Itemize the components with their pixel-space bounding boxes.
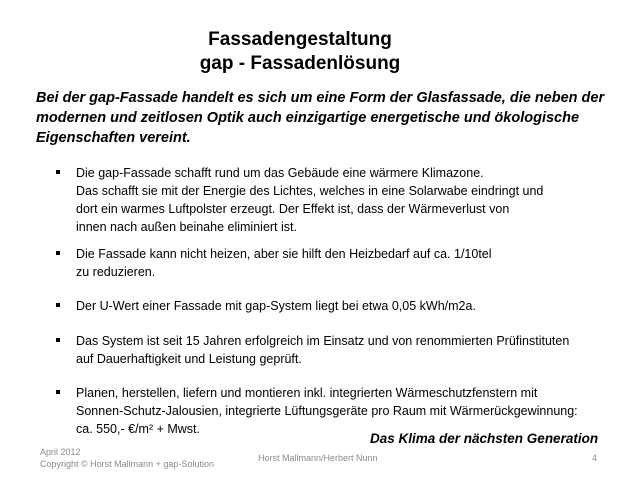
- bullet-item: [76, 245, 621, 281]
- bullet-line: Die gap-Fassade schafft rund um das Gebäude eine wärmere Klimazone.: [76, 166, 484, 180]
- bullet-item: [76, 164, 621, 236]
- intro-text: [36, 88, 616, 148]
- footer-copyright: Copyright © Horst Mallmann + gap-Solution: [40, 459, 214, 469]
- slide-title-line-2: gap - Fassadenlösung: [199, 53, 401, 74]
- intro-line: Bei der gap-Fassade handelt es sich um eine Form der Glasfassade, die neben der: [36, 90, 605, 106]
- bullet-item: [76, 297, 621, 315]
- bullet-square-icon: [56, 390, 60, 394]
- bullet-line: innen nach außen beinahe eliminiert ist.: [76, 220, 297, 234]
- bullet-line: zu reduzieren.: [76, 265, 156, 279]
- bullet-line: Das schafft sie mit der Energie des Lichtes, welches in eine Solarwabe eindringt und: [76, 184, 544, 198]
- tagline: Das Klima der nächsten Generation: [370, 431, 599, 446]
- bullet-line: ca. 550,- €/m² + Mwst.: [76, 422, 200, 436]
- slide-title-line-1: Fassadengestaltung: [208, 29, 392, 50]
- intro-line: Eigenschaften vereint.: [36, 130, 191, 146]
- bullet-square-icon: [56, 170, 60, 174]
- bullet-line: Planen, herstellen, liefern und montieren inkl. integrierten Wärmeschutzfenstern mit: [76, 386, 538, 400]
- bullet-line: dort ein warmes Luftpolster erzeugt. Der Effekt ist, dass der Wärmeverlust von: [76, 202, 510, 216]
- bullet-item: [76, 332, 621, 368]
- bullet-line: Der U-Wert einer Fassade mit gap-System liegt bei etwa 0,05 kWh/m2a.: [76, 299, 476, 313]
- bullet-line: Die Fassade kann nicht heizen, aber sie hilft den Heizbedarf auf ca. 1/10tel: [76, 247, 492, 261]
- bullet-line: Sonnen-Schutz-Jalousien, integrierte Lüftungsgeräte pro Raum mit Wärmerückgewinnung:: [76, 404, 578, 418]
- footer-page-number: 4: [592, 453, 598, 463]
- intro-line: modernen und zeitlosen Optik auch einzigartige energetische und ökologische: [36, 110, 580, 126]
- bullet-line: auf Dauerhaftigkeit und Leistung geprüft.: [76, 352, 302, 366]
- footer-authors: Horst Mallmann/Herbert Nunn: [258, 453, 378, 463]
- bullet-square-icon: [56, 303, 60, 307]
- bullet-square-icon: [56, 338, 60, 342]
- bullet-square-icon: [56, 251, 60, 255]
- bullet-line: Das System ist seit 15 Jahren erfolgreich im Einsatz und von renommierten Prüfinstituten: [76, 334, 570, 348]
- footer-date: April 2012: [40, 447, 81, 457]
